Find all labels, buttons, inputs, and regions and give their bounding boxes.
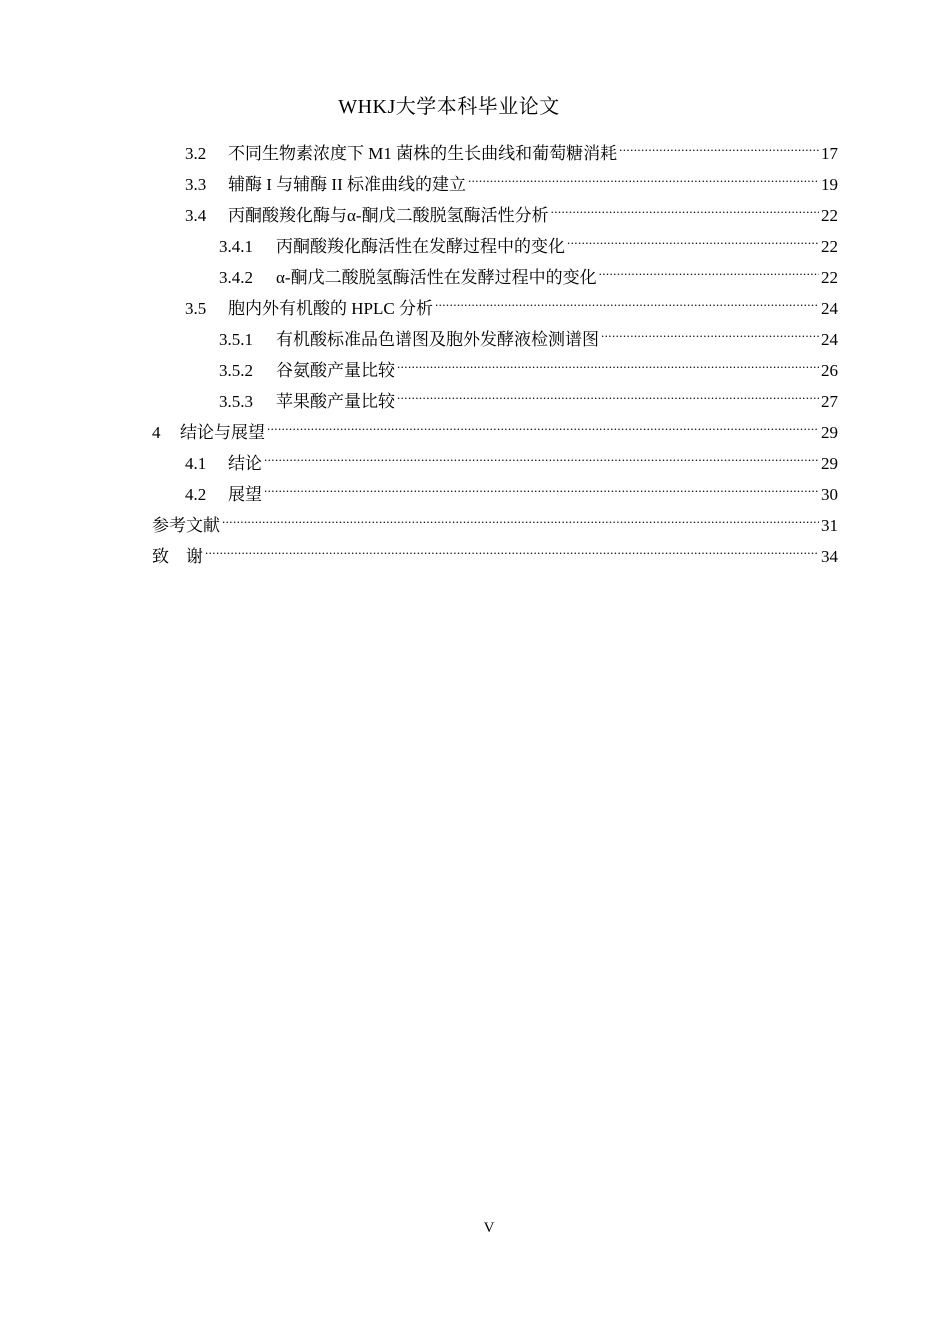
toc-entry-number: 3.5.3 bbox=[219, 392, 253, 411]
toc-entry-title: 谷氨酸产量比较 bbox=[276, 361, 395, 380]
toc-entry-page: 19 bbox=[821, 175, 838, 194]
toc-entry-title: 结论与展望 bbox=[180, 423, 265, 442]
toc-entry-number: 4.2 bbox=[185, 485, 207, 504]
toc-entry-page: 26 bbox=[821, 361, 838, 380]
dot-leader bbox=[435, 283, 819, 314]
dot-leader bbox=[264, 469, 819, 500]
dot-leader bbox=[397, 376, 819, 407]
toc-entry-title: 参考文献 bbox=[152, 516, 220, 535]
toc-entry-page: 22 bbox=[821, 237, 838, 256]
dot-leader bbox=[551, 190, 819, 221]
header-title: WHKJ大学本科毕业论文 bbox=[338, 96, 560, 118]
dot-leader bbox=[267, 407, 819, 438]
dot-leader bbox=[601, 314, 819, 345]
toc-entry-number: 3.2 bbox=[185, 144, 207, 163]
dot-leader bbox=[397, 345, 819, 376]
toc-entry-title: 胞内外有机酸的 HPLC 分析 bbox=[228, 299, 433, 318]
toc-entry-number: 4.1 bbox=[185, 454, 207, 473]
toc-entry-title: 辅酶 I 与辅酶 II 标准曲线的建立 bbox=[228, 175, 466, 194]
table-of-contents bbox=[152, 128, 838, 566]
toc-entry-number: 3.5.1 bbox=[219, 330, 253, 349]
toc-entry-page: 17 bbox=[821, 144, 838, 163]
toc-entry-page: 31 bbox=[821, 516, 838, 535]
toc-entry-page: 30 bbox=[821, 485, 838, 504]
dot-leader bbox=[567, 221, 819, 252]
toc-entry-title: 丙酮酸羧化酶与α-酮戊二酸脱氢酶活性分析 bbox=[228, 206, 549, 225]
page-number: V bbox=[483, 1220, 495, 1236]
toc-entry-number: 3.4.1 bbox=[219, 237, 253, 256]
dot-leader bbox=[264, 438, 819, 469]
toc-entry-title: 结论 bbox=[228, 454, 262, 473]
toc-entry-number: 3.3 bbox=[185, 175, 207, 194]
toc-entry-number: 3.4.2 bbox=[219, 268, 253, 287]
toc-entry-page: 24 bbox=[821, 299, 838, 318]
toc-entry-number: 3.5 bbox=[185, 299, 207, 318]
toc-entry-page: 24 bbox=[821, 330, 838, 349]
dot-leader bbox=[205, 531, 819, 562]
toc-entry-number: 3.4 bbox=[185, 206, 207, 225]
page-header bbox=[0, 94, 898, 120]
dot-leader bbox=[468, 159, 819, 190]
toc-entry-page: 29 bbox=[821, 423, 838, 442]
toc-entry-page: 27 bbox=[821, 392, 838, 411]
toc-entry-number: 4 bbox=[152, 423, 161, 442]
toc-entry-title: 苹果酸产量比较 bbox=[276, 392, 395, 411]
toc-entry-title: 丙酮酸羧化酶活性在发酵过程中的变化 bbox=[276, 237, 565, 256]
toc-entry-title: 展望 bbox=[228, 485, 262, 504]
dot-leader bbox=[599, 252, 819, 283]
toc-entry-page: 34 bbox=[821, 547, 838, 566]
toc-entry[interactable] bbox=[152, 128, 838, 163]
toc-entry-page: 22 bbox=[821, 268, 838, 287]
toc-entry-title: 不同生物素浓度下 M1 菌株的生长曲线和葡萄糖消耗 bbox=[228, 144, 618, 163]
page-footer bbox=[0, 1220, 950, 1237]
dot-leader bbox=[619, 128, 819, 159]
toc-entry-title: 致 谢 bbox=[152, 547, 203, 566]
toc-entry-title: α-酮戊二酸脱氢酶活性在发酵过程中的变化 bbox=[276, 268, 597, 287]
toc-entry[interactable] bbox=[152, 500, 838, 535]
toc-entry-page: 22 bbox=[821, 206, 838, 225]
dot-leader bbox=[222, 500, 819, 531]
toc-entry-page: 29 bbox=[821, 454, 838, 473]
toc-entry-title: 有机酸标准品色谱图及胞外发酵液检测谱图 bbox=[276, 330, 599, 349]
toc-entry[interactable] bbox=[152, 531, 838, 566]
toc-entry-number: 3.5.2 bbox=[219, 361, 253, 380]
